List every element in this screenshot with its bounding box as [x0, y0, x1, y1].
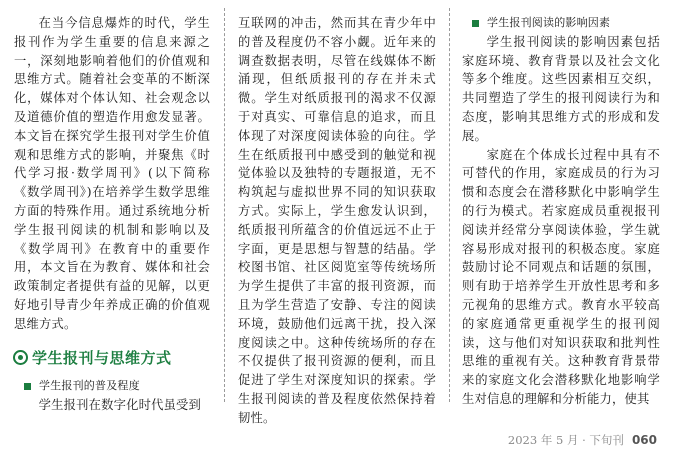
column-divider-left [224, 8, 225, 402]
section-title: 学生报刊与思维方式 [32, 348, 172, 367]
subheading-factors [462, 14, 660, 33]
column-1 [14, 14, 210, 415]
subheading-text: 学生报刊阅读的影响因素 [487, 16, 611, 29]
body-paragraph: 学生报刊阅读的影响因素包括家庭环境、教育背景以及社会文化等多个维度。这些因素相互交织，共同塑造了学生的报刊阅读行为和态度，影响其思维方式的形成和发展。 [462, 34, 660, 143]
body-paragraph: 互联网的冲击，然而其在青少年中的普及程度仍不容小觑。近年来的调查数据表明，尽管在线媒体不断涌现，但纸质报刊的存在并未式微。学生对纸质报刊的渴求不仅源于对真实、可靠信息的追求，而且体现了对深度阅读体验的向往。学生在纸质报刊中感受到的触觉和视觉体验以及独特的专题报道，无不构筑起与虚拟世界不同的知识获取方式。实际上，学生愈发认识到，纸质报刊所蕴含的价值远远不止于字面，更是思想与智慧的结晶。学校图书馆、社区阅览室等传统场所为学生提供了丰富的报刊资源，而且为学生营造了安静、专注的阅读环境，鼓励他们远离干扰，投入深度阅读之中。这种传统场所的存在不仅提供了报刊资源的便利，而且促进了学生对深度知识的探索。学生报刊阅读的普及程度依然保持着韧性。 [238, 16, 436, 425]
circle-dot-icon [13, 350, 28, 365]
intro-paragraph: 在当今信息爆炸的时代，学生报刊作为学生重要的信息来源之一，深刻地影响着他们的价值观和思维方式。随着社会变革的不断深化，媒体对个体认知、社会观念以及道德价值的塑造作用愈发显著。本文旨在探究学生报刊对学生价值观和思维方式的影响，并聚焦《时代学习报·数学周刊》(以下简称《数学周刊》)在培养学生数学思维方面的特殊作用。通过系统地分析学生报刊阅读的机制和影响以及《数学周刊》在教育中的重要作用，本文旨在为教育、媒体和社会政策制定者提供有益的见解，以更好地引导青少年养成正确的价值观思维方式。 [14, 16, 210, 331]
issue-date: 2023 年 5 月 · 下旬刊 [507, 433, 624, 447]
square-bullet-icon [472, 20, 479, 27]
square-bullet-icon [24, 383, 31, 390]
column-3 [462, 14, 660, 409]
section-heading [13, 349, 210, 368]
column-2 [238, 14, 436, 428]
subheading-text: 学生报刊的普及程度 [39, 379, 140, 393]
page-footer [508, 432, 657, 448]
subheading-popularity [14, 377, 210, 396]
column-divider-right [449, 8, 450, 402]
body-paragraph-start: 学生报刊在数字化时代虽受到 [38, 398, 202, 413]
page-number: 060 [631, 433, 657, 447]
body-paragraph: 家庭在个体成长过程中具有不可替代的作用，家庭成员的行为习惯和态度会在潜移默化中影响学生的行为模式。若家庭成员重视报刊阅读并经常分享阅读体验，学生就容易形成对报刊的积极态度。家庭鼓励讨论不同观点和话题的氛围，则有助于培养学生开放性思考和多元视角的思维方式。教育水平较高的家庭通常更重视学生的报刊阅读，这与他们对知识获取和批判性思维的重视有关。这种教育背景带来的家庭文化会潜移默化地影响学生对信息的理解和分析能力，使其 [462, 147, 660, 406]
